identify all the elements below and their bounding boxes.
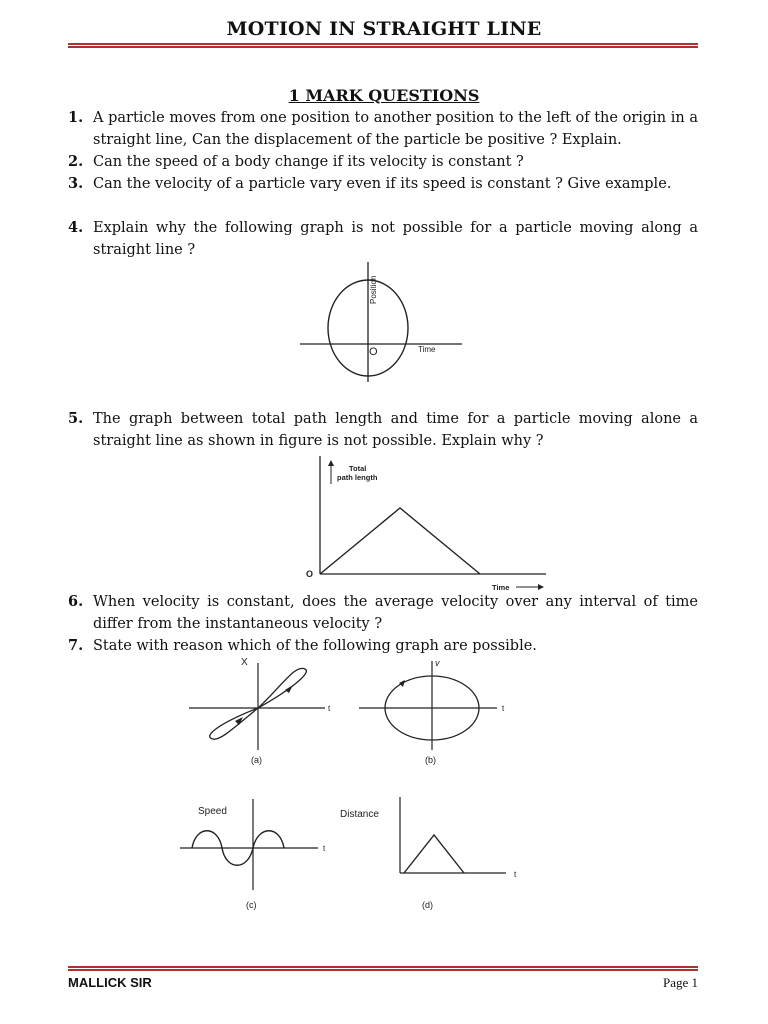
triangle-curve — [320, 508, 480, 574]
question-number: 3. — [68, 175, 84, 192]
figure-7d-distance-graph — [336, 793, 526, 915]
x-arrow-head — [538, 584, 544, 590]
question-text: A particle moves from one position to another position to the left of the origin in a straight line, Can the displacement of the particle be positive ? Explain. — [93, 110, 698, 148]
question-text: Explain why the following graph is not possible for a particle moving along a straight line ? — [93, 220, 698, 258]
page-number: Page 1 — [662, 975, 698, 990]
origin-label: O — [369, 346, 378, 358]
figure-4-position-time-circle — [290, 258, 480, 388]
y-axis-label: Position — [369, 275, 378, 304]
figure-7b-velocity-circle — [355, 655, 515, 770]
question-text: State with reason which of the following graph are possible. — [93, 638, 537, 654]
figure-caption: (d) — [422, 900, 433, 910]
x-axis-label: t — [323, 844, 326, 853]
question-text: Can the velocity of a particle vary even if its speed is constant ? Give example. — [93, 176, 672, 192]
figure-caption: (b) — [425, 755, 436, 765]
question-1 — [68, 107, 698, 151]
y-axis-label: Total — [349, 464, 367, 473]
section-heading: 1 MARK QUESTIONS — [288, 86, 480, 105]
figure-7c-speed-wave — [178, 795, 338, 915]
y-axis-label: path length — [337, 473, 378, 482]
question-2 — [68, 151, 698, 173]
x-axis-label: t — [514, 870, 517, 879]
x-axis-label: Time — [418, 345, 436, 354]
y-axis-label: Distance — [340, 809, 379, 820]
question-number: 5. — [68, 410, 84, 427]
origin-label: O — [306, 569, 314, 579]
y-axis-label: v — [435, 658, 440, 668]
footer-divider — [68, 966, 698, 971]
question-3 — [68, 173, 698, 195]
direction-arrow — [399, 680, 405, 687]
question-6 — [68, 591, 698, 635]
x-axis-label: t — [502, 704, 505, 713]
footer-author: MALLICK SIR — [68, 975, 152, 990]
figure-5-path-length-graph — [302, 452, 552, 597]
question-text: The graph between total path length and time for a particle moving alone a straight line as shown in figure is not possible. Explain why ? — [93, 411, 698, 449]
question-4 — [68, 217, 698, 261]
header-divider — [68, 43, 698, 48]
x-axis-label: Time — [492, 583, 510, 592]
question-text: When velocity is constant, does the average velocity over any interval of time differ from the instantaneous velocity ? — [93, 594, 698, 632]
figure-caption: (c) — [246, 900, 257, 910]
figure-7a-displacement-loop — [185, 655, 335, 770]
question-number: 2. — [68, 153, 84, 170]
y-arrow-head — [328, 460, 334, 466]
question-7 — [68, 635, 698, 657]
y-axis-label: Speed — [198, 806, 227, 817]
question-number: 4. — [68, 219, 84, 236]
figure-caption: (a) — [251, 755, 262, 765]
question-number: 7. — [68, 637, 84, 654]
x-axis-label: t — [328, 704, 331, 713]
question-number: 1. — [68, 109, 84, 126]
question-number: 6. — [68, 593, 84, 610]
triangle-curve — [404, 835, 464, 873]
page-title: MOTION IN STRAIGHT LINE — [226, 18, 542, 40]
y-axis-label: X — [241, 657, 248, 668]
direction-arrow — [285, 685, 293, 693]
question-text: Can the speed of a body change if its velocity is constant ? — [93, 154, 524, 170]
question-5 — [68, 408, 698, 452]
